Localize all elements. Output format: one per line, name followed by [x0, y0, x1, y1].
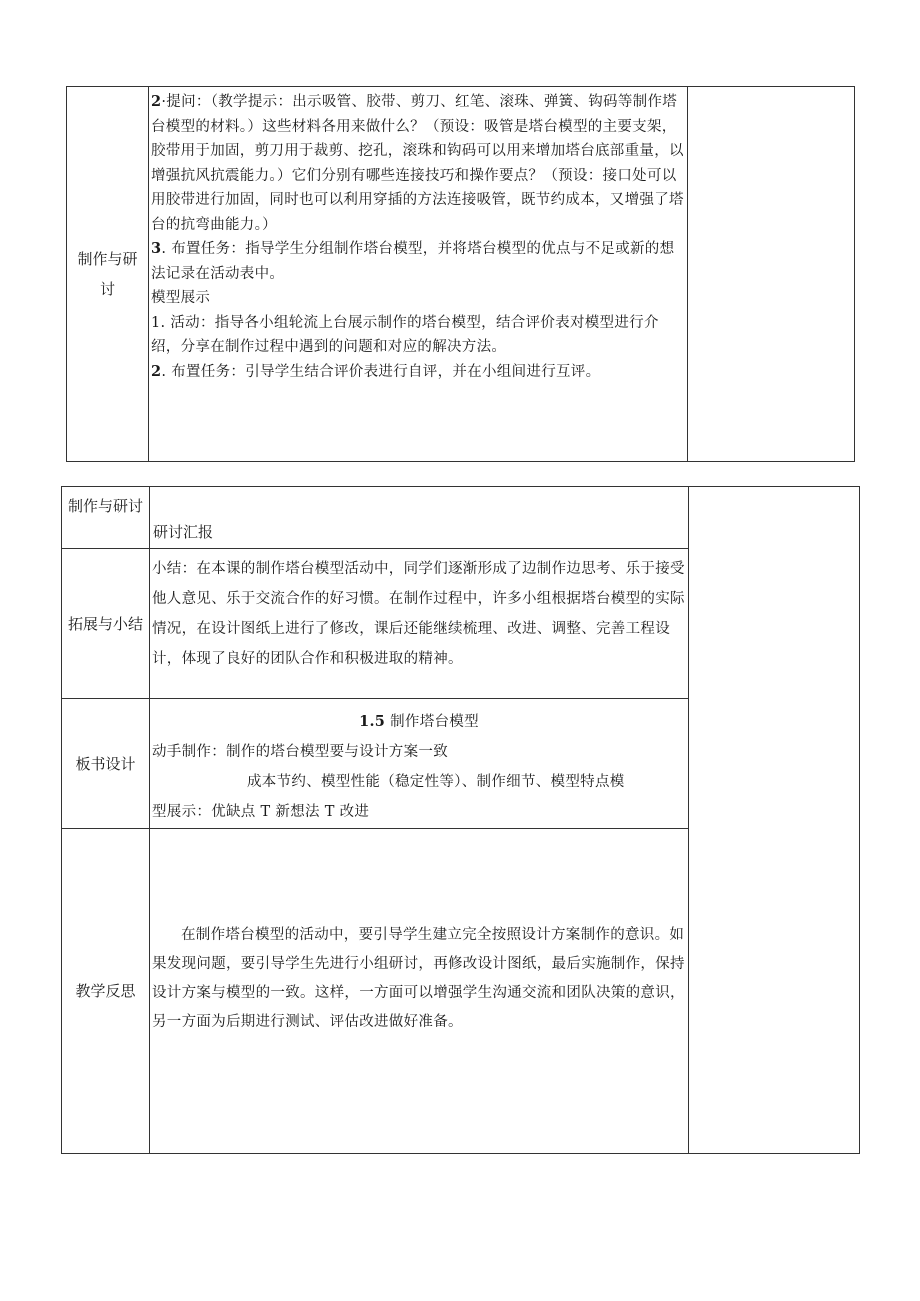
activity-paragraph: 1. 活动：指导各小组轮流上台展示制作的塔台模型，结合评价表对模型进行介绍，分享在制作过程中遇到的问题和对应的解决方法。 — [151, 314, 659, 355]
board-line-2: 成本节约、模型性能（稳定性等）、制作细节、模型特点模 — [247, 774, 625, 790]
notes-cell-2 — [689, 487, 860, 1154]
lesson-table-2 — [61, 486, 860, 1154]
board-line-1: 动手制作：制作的塔台模型要与设计方案一致 — [152, 744, 448, 760]
question-paragraph: 2·提问：（教学提示：出示吸管、胶带、剪刀、红笔、滚珠、弹簧、钩码等制作塔台模型的材料。）这些材料各用来做什么？（预设：吸管是塔台模型的主要支架，胶带用于加固，剪刀用于裁剪、挖孔，滚珠和钩码可以用来增加塔台底部重量，以增强抗风抗震能力。）它们分别有哪些连接技巧和操作要点？（预设：接口处可以用胶带进行加固，同时也可以利用穿插的方法连接吸管，既节约成本，又增强了塔台的抗弯曲能力。） — [151, 93, 684, 233]
reflection-paragraph: 在制作塔台模型的活动中，要引导学生建立完全按照设计方案制作的意识。如果发现问题，要引导学生先进行小组研讨，再修改设计图纸，最后实施制作，保持设计方案与模型的一致。这样，一方面可以增强学生沟通交流和团队决策的意识，另一方面为后期进行测试、评估改进做好准备。 — [152, 927, 685, 1030]
section-label-board-design: 板书设计 — [62, 699, 150, 829]
reflection-content — [150, 829, 689, 1154]
section-label-summary: 拓展与小结 — [62, 549, 150, 699]
assignment-paragraph: 2. 布置任务：引导学生结合评价表进行自评，并在小组间进行互评。 — [151, 362, 601, 380]
board-title: 1.5 制作塔台模型 — [359, 713, 479, 730]
section-label-production — [67, 87, 149, 462]
lesson-table-1 — [66, 86, 855, 462]
summary-content: 小结：在本课的制作塔台模型活动中，同学们逐渐形成了边制作边思考、乐于接受他人意见、乐于交流合作的好习惯。在制作过程中，许多小组根据塔台模型的实际情况，在设计图纸上进行了修改，课后还能继续梳理、改进、调整、完善工程设计，体现了良好的团队合作和积极进取的精神。 — [150, 549, 689, 699]
section-label-production-2: 制作与研讨 — [62, 487, 150, 549]
model-display-heading: 模型展示 — [151, 290, 211, 306]
section-label-reflection: 教学反思 — [62, 829, 150, 1154]
label-text: 制作与研讨 — [77, 250, 138, 298]
task-paragraph: 3. 布置任务：指导学生分组制作塔台模型，并将塔台模型的优点与不足或新的想法记录在活动表中。 — [151, 240, 675, 282]
board-line-3: 型展示：优缺点 T 新想法 T 改进 — [152, 804, 370, 820]
discussion-report-heading: 研讨汇报 — [150, 487, 689, 549]
notes-cell — [688, 87, 855, 462]
board-design-content — [150, 699, 689, 829]
production-content — [149, 87, 688, 462]
